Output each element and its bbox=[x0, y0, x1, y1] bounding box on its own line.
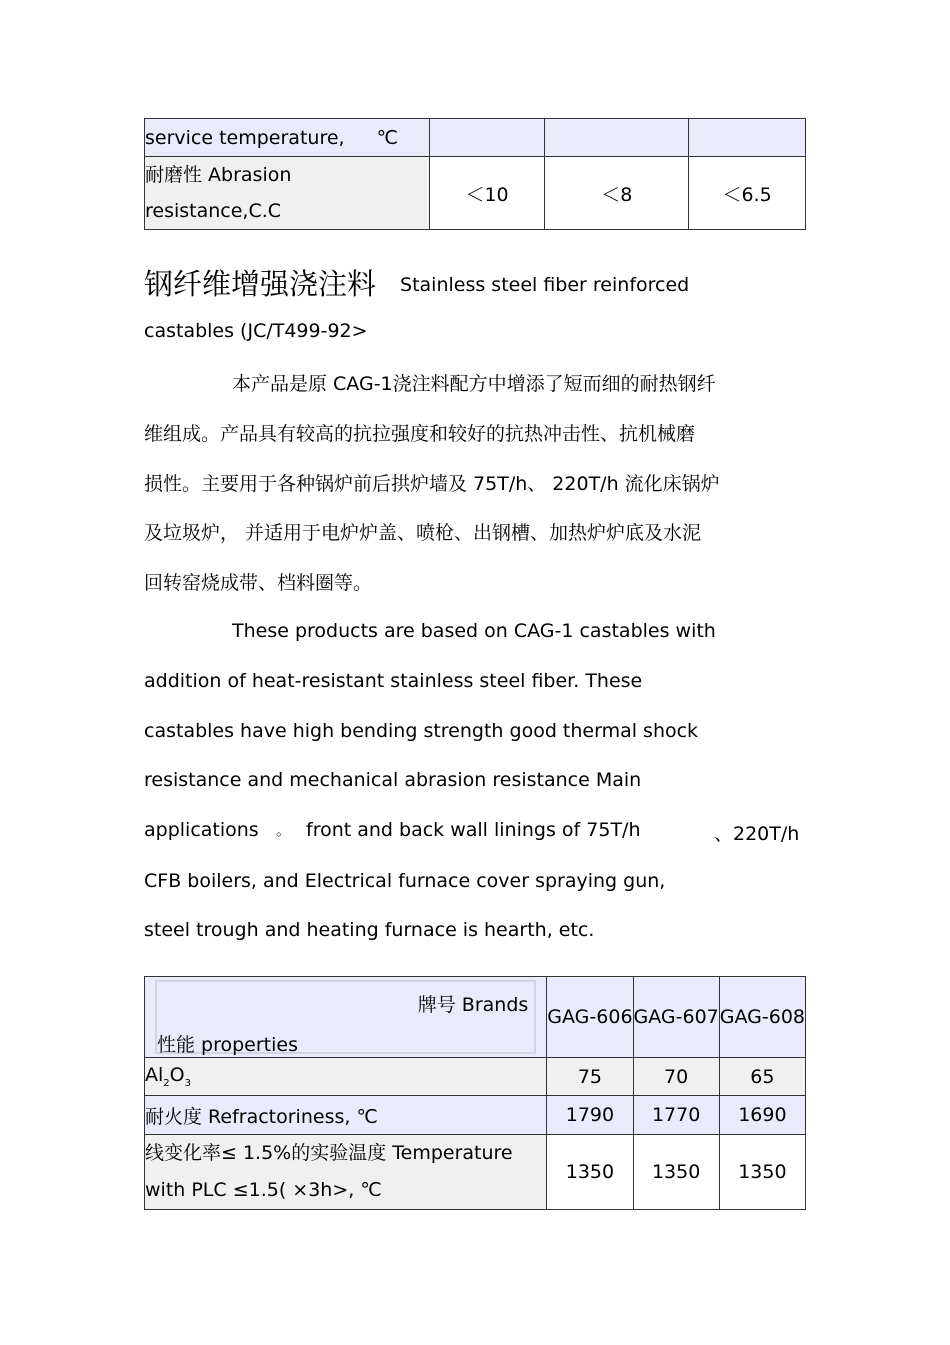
table-row bbox=[145, 1135, 806, 1210]
header-diagonal-cell bbox=[145, 977, 547, 1058]
paragraph-line: 回转窑烧成带、档料圈等。 bbox=[144, 572, 373, 594]
paragraph-line: 维组成。产品具有较高的抗拉强度和较好的抗热冲击性、抗机械磨 bbox=[144, 423, 696, 445]
table-cell: ＜10 bbox=[429, 157, 545, 230]
table-cell: 75 bbox=[547, 1058, 633, 1096]
table-cell: 1770 bbox=[633, 1096, 719, 1135]
brands-label: 牌号 Brands bbox=[417, 994, 529, 1016]
table-row bbox=[145, 1096, 806, 1135]
paragraph-line: castables have high bending strength good thermal shock bbox=[144, 720, 699, 742]
paragraph-line: 损性。主要用于各种锅炉前后拱炉墙及 75T/h、 220T/h 流化床锅炉 bbox=[144, 473, 720, 495]
paragraph-line: front and back wall linings of 75T/h bbox=[306, 819, 641, 841]
table-cell: 1350 bbox=[633, 1135, 719, 1210]
table-row bbox=[145, 157, 806, 230]
column-header: GAG-608 bbox=[719, 977, 805, 1058]
row-label: 线变化率≤ 1.5%的实验温度 Temperature with PLC ≤1.5( ×3h>, ℃ bbox=[145, 1135, 547, 1210]
paragraph-line: steel trough and heating furnace is hearth, etc. bbox=[144, 919, 595, 941]
table-cell: 1350 bbox=[547, 1135, 633, 1210]
properties-table-top bbox=[144, 118, 806, 230]
paragraph-line: These products are based on CAG-1 castables with bbox=[232, 620, 716, 642]
paragraph-line: addition of heat-resistant stainless steel fiber. These bbox=[144, 670, 643, 692]
paragraph-line: 本产品是原 CAG-1浇注料配方中增添了短而细的耐热钢纤 bbox=[232, 373, 716, 395]
column-header: GAG-607 bbox=[633, 977, 719, 1058]
properties-label: 性能 properties bbox=[157, 1034, 298, 1056]
paragraph-line: resistance and mechanical abrasion resistance Main bbox=[144, 769, 642, 791]
table-cell: 70 bbox=[633, 1058, 719, 1096]
paragraph-line: 及垃圾炉， 并适用于电炉炉盖、喷枪、出钢槽、加热炉炉底及水泥 bbox=[144, 522, 702, 544]
table-header-row bbox=[145, 977, 806, 1058]
row-label: 耐火度 Refractoriness, ℃ bbox=[145, 1096, 547, 1135]
paragraph-line: 、220T/h bbox=[714, 823, 800, 845]
paragraph-line: CFB boilers, and Electrical furnace cover spraying gun, bbox=[144, 870, 666, 892]
section-heading: 钢纤维增强浇注料 Stainless steel fiber reinforced bbox=[144, 267, 690, 301]
table-row bbox=[145, 119, 806, 157]
column-header: GAG-606 bbox=[547, 977, 633, 1058]
table-cell: 65 bbox=[719, 1058, 805, 1096]
table-cell: 1790 bbox=[547, 1096, 633, 1135]
row-label: $Al_2O_3$ bbox=[145, 1058, 547, 1096]
table-cell: ＜8 bbox=[545, 157, 689, 230]
properties-table-bottom bbox=[144, 976, 806, 1210]
paragraph-punct: 。 bbox=[276, 821, 292, 839]
table-cell: ＜6.5 bbox=[689, 157, 806, 230]
table-row bbox=[145, 1058, 806, 1096]
table-cell: 1350 bbox=[719, 1135, 805, 1210]
table-cell: 1690 bbox=[719, 1096, 805, 1135]
paragraph-line: applications bbox=[144, 819, 259, 841]
row-label: service temperature, ℃ bbox=[145, 119, 430, 157]
section-heading-cont: castables (JC/T499-92> bbox=[144, 320, 368, 342]
row-label: 耐磨性 Abrasion resistance,C.C bbox=[145, 157, 430, 230]
